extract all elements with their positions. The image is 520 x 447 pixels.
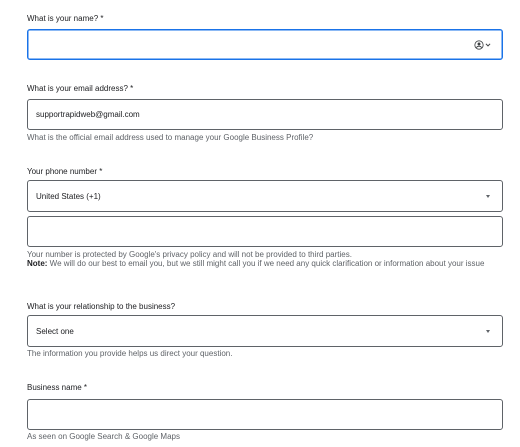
country-select-value: United States (+1) xyxy=(36,191,101,201)
business-name-label: Business name * xyxy=(27,383,88,392)
phone-helper-text xyxy=(27,250,503,268)
name-label: What is your name? * xyxy=(27,14,104,23)
phone-note-label: Note: xyxy=(27,259,48,268)
country-select[interactable] xyxy=(27,180,503,212)
phone-number-input[interactable] xyxy=(27,216,503,247)
email-helper-text: What is the official email address used to manage your Google Business Profile? xyxy=(27,133,314,142)
relationship-label: What is your relationship to the business? xyxy=(27,302,176,311)
autofill-button[interactable] xyxy=(474,40,491,50)
business-name-helper-text: As seen on Google Search & Google Maps xyxy=(27,432,180,441)
phone-privacy-text: Your number is protected by Google's privacy policy and will not be provided to third parties. xyxy=(27,250,352,259)
caret-down-icon xyxy=(486,330,490,333)
email-label: What is your email address? * xyxy=(27,84,134,93)
business-name-input[interactable] xyxy=(27,399,503,430)
phone-label: Your phone number * xyxy=(27,167,103,176)
relationship-select[interactable] xyxy=(27,315,503,347)
account-circle-icon xyxy=(474,40,484,50)
chevron-down-icon xyxy=(485,42,491,48)
relationship-helper-text: The information you provide helps us direct your question. xyxy=(27,349,233,358)
caret-down-icon xyxy=(486,195,490,198)
relationship-select-value: Select one xyxy=(36,326,74,336)
phone-note-text: We will do our best to email you, but we still might call you if we need any quick clarification or information about your issue xyxy=(47,259,485,268)
email-input-value: supportrapidweb@gmail.com xyxy=(36,110,140,119)
email-input[interactable] xyxy=(27,99,503,130)
name-input[interactable] xyxy=(27,29,503,60)
phone-note xyxy=(27,259,503,268)
